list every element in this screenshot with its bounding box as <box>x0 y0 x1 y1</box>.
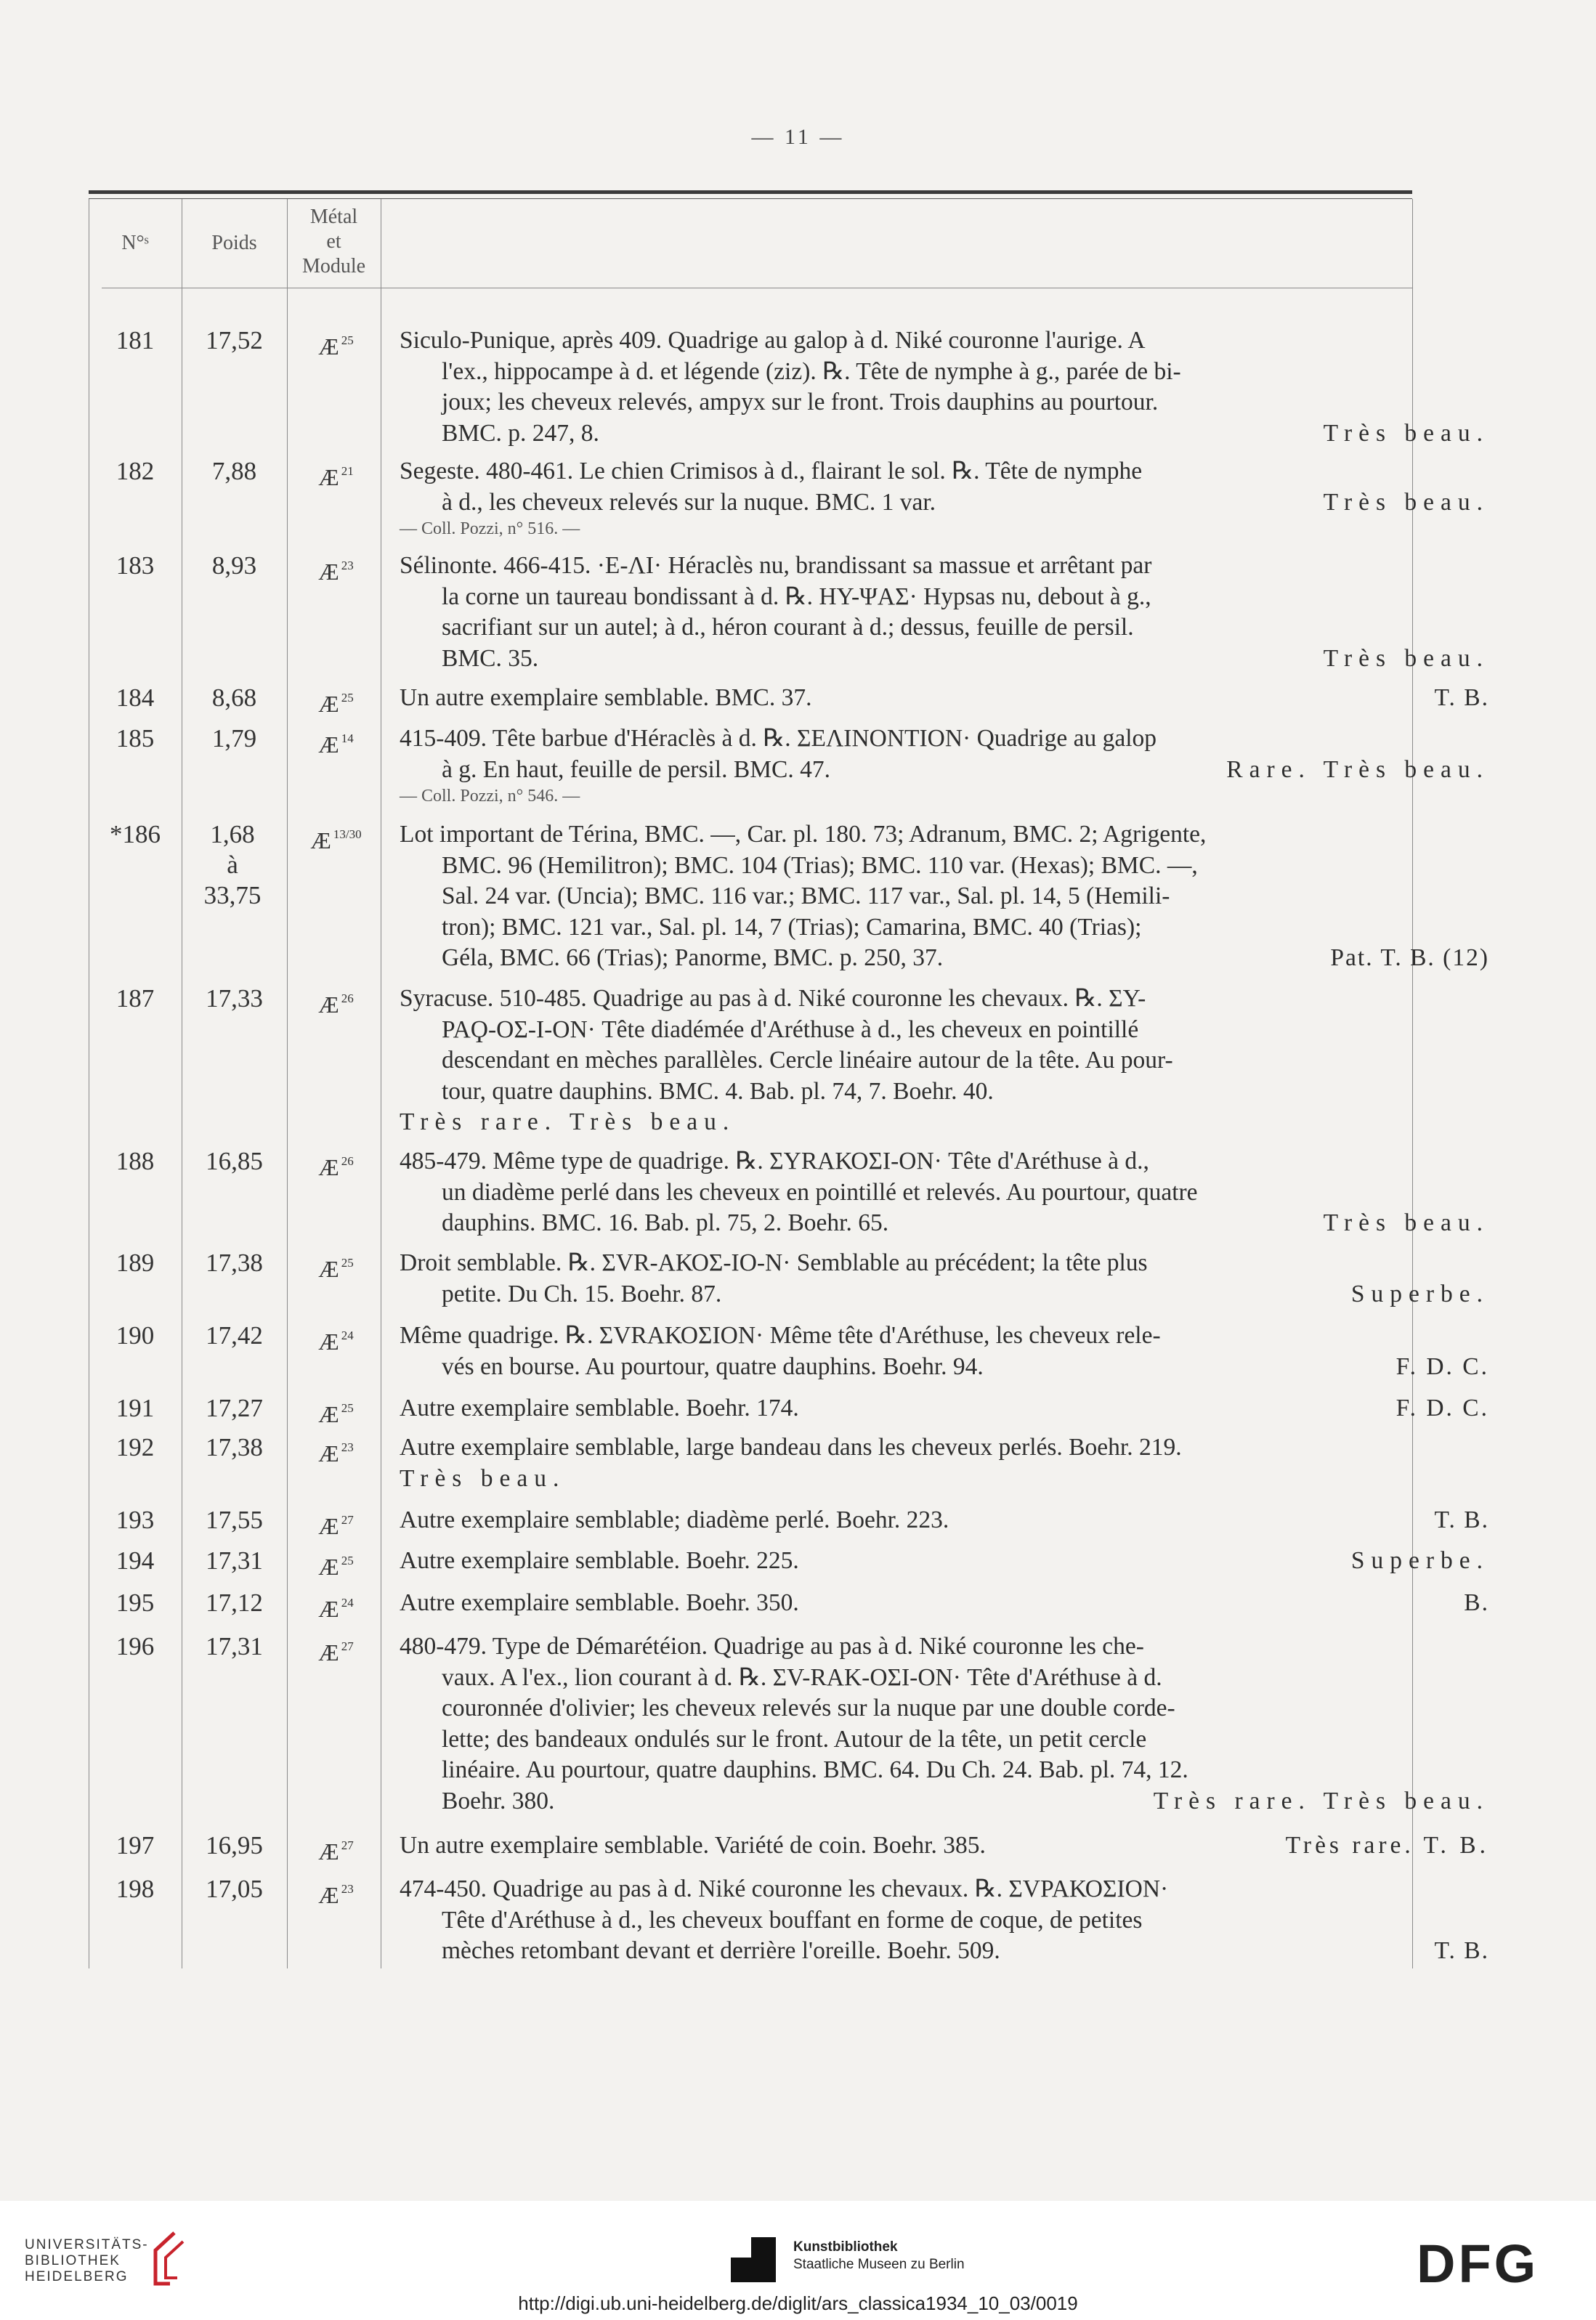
desc-line: 415-409. Tête barbue d'Héraclès à d. ℞. ΣΕΛΙΝΟΝΤΙΟΝ· Quadrige au galop <box>400 725 1157 752</box>
desc-line: Syracuse. 510-485. Quadrige au pas à d. Niké couronne les chevaux. ℞. ΣΥ- <box>400 985 1146 1012</box>
lot-grade: Très beau. <box>1323 488 1489 516</box>
university-library-label <box>25 2237 149 2285</box>
lot-number: 195 <box>116 1589 155 1617</box>
lot-metal <box>287 683 385 719</box>
desc-line: Autre exemplaire semblable. Boehr. 350. <box>400 1589 799 1616</box>
lot-metal <box>287 456 385 492</box>
page-number: — 11 — <box>751 125 845 149</box>
lot-grade: Très beau. <box>1323 1209 1489 1236</box>
source-url[interactable]: http://digi.ub.uni-heidelberg.de/diglit/ars_classica1934_10_03/0019 <box>518 2292 1078 2314</box>
lot-weight: 17,31 <box>206 1632 263 1660</box>
lot-metal <box>287 1393 385 1429</box>
lot-description <box>400 819 1489 974</box>
desc-line: Autre exemplaire semblable; diadème perlé. Boehr. 223. <box>400 1506 949 1533</box>
lot-description <box>400 683 1489 714</box>
desc-line: vés en bourse. Au pourtour, quatre dauphins. Boehr. 94. <box>442 1352 984 1380</box>
lot-metal <box>287 1248 385 1284</box>
lot-description <box>400 983 1489 1138</box>
metal-sign: Æ <box>318 1440 339 1467</box>
lot-weight: 17,12 <box>206 1589 263 1617</box>
lot-number: 198 <box>116 1875 155 1903</box>
lot-metal <box>287 551 385 587</box>
header-metal-line: Métal <box>309 206 358 228</box>
lot-grade: Très rare. Très beau. <box>1153 1787 1489 1814</box>
dfg-logo: DFG <box>1417 2234 1539 2294</box>
lot-grade: Très beau. <box>400 1464 566 1492</box>
university-line: UNIVERSITÄTS- <box>25 2237 149 2252</box>
desc-line: Un autre exemplaire semblable. BMC. 37. <box>400 684 812 711</box>
lot-grade: Très rare. T. B. <box>1285 1832 1489 1859</box>
desc-line: Sélinonte. 466-415. ·E-ΛI· Héraclès nu, brandissant sa massue et arrêtant par <box>400 552 1152 579</box>
desc-line: Droit semblable. ℞. ΣVR-ΑΚΟΣ-ΙΟ-Ν· Semblable au précédent; la tête plus <box>400 1249 1148 1276</box>
lot-description <box>400 1432 1489 1494</box>
kunstbibliothek-label <box>793 2239 965 2274</box>
lot-description <box>400 1505 1489 1536</box>
lot-number: 184 <box>116 684 155 712</box>
metal-sign: Æ <box>318 691 339 717</box>
desc-line: tron); BMC. 121 var., Sal. pl. 14, 7 (Trias); Camarina, BMC. 40 (Trias); <box>442 913 1142 941</box>
lot-metal <box>287 1588 385 1624</box>
lot-description <box>400 1631 1489 1817</box>
module-size: 25 <box>341 333 354 347</box>
lot-grade: Superbe. <box>1350 1280 1489 1307</box>
lot-weight: 17,52 <box>206 326 263 354</box>
desc-line: 480-479. Type de Démarétéion. Quadrige au pas à d. Niké couronne les che- <box>400 1633 1144 1660</box>
module-size: 27 <box>341 1513 354 1527</box>
lot-weight: 17,27 <box>206 1394 263 1422</box>
module-size: 26 <box>341 991 354 1005</box>
lot-metal <box>287 1631 385 1668</box>
kunstbibliothek-logo-icon <box>731 2237 776 2282</box>
lot-metal <box>287 1874 385 1910</box>
lot-description <box>400 723 1489 807</box>
desc-line: linéaire. Au pourtour, quatre dauphins. BMC. 64. Du Ch. 24. Bab. pl. 74, 12. <box>442 1756 1188 1783</box>
university-logo-icon <box>145 2230 193 2288</box>
lot-grade: T. B. <box>1434 1937 1489 1964</box>
lot-metal <box>287 1321 385 1357</box>
lot-weight: 8,93 <box>211 551 257 580</box>
lot-number: 185 <box>116 724 155 753</box>
desc-line: Segeste. 480-461. Le chien Crimisos à d., flairant le sol. ℞. Tête de nymphe <box>400 458 1143 484</box>
desc-line: Lot important de Térina, BMC. —, Car. pl. 180. 73; Adranum, BMC. 2; Agrigente, <box>400 821 1207 848</box>
metal-sign: Æ <box>318 1513 339 1539</box>
metal-sign: Æ <box>318 991 339 1018</box>
lot-number: 193 <box>116 1506 155 1534</box>
metal-sign: Æ <box>318 333 339 360</box>
metal-sign: Æ <box>318 1639 339 1666</box>
header-poids: Poids <box>211 232 257 254</box>
lot-metal <box>287 723 385 760</box>
desc-line: mèches retombant devant et derrière l'oreille. Boehr. 509. <box>442 1937 1000 1964</box>
metal-sign: Æ <box>318 1838 339 1865</box>
university-line: BIBLIOTHEK <box>25 2253 121 2268</box>
desc-line: Autre exemplaire semblable. Boehr. 174. <box>400 1395 799 1421</box>
top-rule <box>89 190 1412 199</box>
module-size: 25 <box>341 1256 354 1270</box>
lot-weight: 7,88 <box>211 457 257 485</box>
university-line: HEIDELBERG <box>25 2269 129 2284</box>
lot-description <box>400 456 1489 540</box>
lot-weight: 1,79 <box>211 724 257 753</box>
desc-line: Un autre exemplaire semblable. Variété de coin. Boehr. 385. <box>400 1832 986 1859</box>
desc-line: Même quadrige. ℞. ΣVRΑΚΟΣΙΟΝ· Même tête d'Aréthuse, les cheveux rele- <box>400 1322 1161 1349</box>
module-size: 25 <box>341 1554 354 1567</box>
module-size: 21 <box>341 464 354 478</box>
lot-number: 192 <box>116 1433 155 1461</box>
desc-line: descendant en mèches parallèles. Cercle linéaire autour de la tête. Au pour- <box>442 1047 1173 1074</box>
module-size: 24 <box>341 1596 354 1610</box>
metal-sign: Æ <box>318 464 339 490</box>
lot-grade: F. D. C. <box>1396 1395 1489 1421</box>
lot-description <box>400 1546 1489 1577</box>
desc-line: petite. Du Ch. 15. Boehr. 87. <box>442 1280 722 1307</box>
lot-metal <box>287 1830 385 1867</box>
lot-number: 183 <box>116 551 155 580</box>
lot-grade: T. B. <box>1434 1506 1489 1533</box>
lot-grade: Pat. T. B. (12) <box>1330 944 1489 971</box>
lot-grade: F. D. C. <box>1396 1352 1489 1380</box>
desc-line: Géla, BMC. 66 (Trias); Panorme, BMC. p. 250, 37. <box>442 944 944 971</box>
module-size: 13/30 <box>333 827 362 841</box>
lot-number: 187 <box>116 984 155 1013</box>
metal-sign: Æ <box>318 1154 339 1180</box>
header-nos: N°ˢ <box>121 232 149 254</box>
lot-number: 189 <box>116 1249 155 1277</box>
lot-number: 188 <box>116 1147 155 1175</box>
lot-number: 182 <box>116 457 155 485</box>
lot-number: 194 <box>116 1546 155 1575</box>
lot-weight: 17,42 <box>206 1321 263 1350</box>
header-metal-line: et <box>326 230 341 253</box>
module-size: 23 <box>341 559 354 572</box>
lot-weight: 17,33 <box>206 984 263 1013</box>
desc-line: sacrifiant sur un autel; à d., héron courant à d.; dessus, feuille de persil. <box>442 614 1134 641</box>
module-size: 23 <box>341 1440 354 1454</box>
desc-line: joux; les cheveux relevés, ampyx sur le front. Trois dauphins au pourtour. <box>442 389 1159 415</box>
desc-line: BMC. 35. <box>442 644 539 672</box>
collection-note: — Coll. Pozzi, n° 546. — <box>400 787 580 806</box>
metal-sign: Æ <box>318 1401 339 1427</box>
metal-sign: Æ <box>318 1256 339 1282</box>
kb-title: Kunstbibliothek <box>793 2239 898 2255</box>
lot-weight: 17,55 <box>206 1506 263 1534</box>
module-size: 24 <box>341 1329 354 1342</box>
lot-description <box>400 551 1489 674</box>
desc-line: BMC. 96 (Hemilitron); BMC. 104 (Trias); BMC. 110 var. (Hexas); BMC. —, <box>442 851 1198 879</box>
lot-weight: 16,85 <box>206 1147 263 1175</box>
desc-line: Tête d'Aréthuse à d., les cheveux bouffant en forme de coque, de petites <box>442 1906 1143 1934</box>
kb-subtitle: Staatliche Museen zu Berlin <box>793 2257 965 2272</box>
module-size: 23 <box>341 1882 354 1896</box>
metal-sign: Æ <box>310 827 331 853</box>
lot-grade: Superbe. <box>1350 1547 1489 1574</box>
lot-description <box>400 1146 1489 1239</box>
digitization-footer <box>0 2201 1596 2320</box>
lot-number: 196 <box>116 1632 155 1660</box>
lot-weight: 8,68 <box>211 684 257 712</box>
lot-metal <box>287 819 385 856</box>
lot-grade: Rare. Très beau. <box>1226 755 1489 783</box>
desc-line: ΡΑϘ-ΟΣ-Ι-ΟΝ· Tête diadémée d'Aréthuse à d., les cheveux en pointillé <box>442 1015 1139 1043</box>
desc-line: Autre exemplaire semblable, large bandeau dans les cheveux perlés. Boehr. 219. <box>400 1434 1182 1461</box>
metal-sign: Æ <box>318 559 339 585</box>
lot-weight: 1,68 à 33,75 <box>203 820 262 909</box>
desc-line: l'ex., hippocampe à d. et légende (ziz). ℞. Tête de nymphe à g., parée de bi- <box>442 357 1181 385</box>
header-metal-line: Module <box>301 255 366 277</box>
lot-weight: 17,31 <box>206 1546 263 1575</box>
metal-sign: Æ <box>318 1882 339 1908</box>
lot-number: 181 <box>116 326 155 354</box>
lot-grade: Très beau. <box>1323 644 1489 672</box>
metal-sign: Æ <box>318 1596 339 1622</box>
lot-metal <box>287 1146 385 1183</box>
desc-line: à g. En haut, feuille de persil. BMC. 47. <box>442 755 830 783</box>
lot-metal <box>287 983 385 1020</box>
collection-note: — Coll. Pozzi, n° 516. — <box>400 519 580 538</box>
module-size: 26 <box>341 1154 354 1168</box>
module-size: 14 <box>341 731 354 745</box>
lot-grade: Très beau. <box>1323 419 1489 447</box>
desc-line: 474-450. Quadrige au pas à d. Niké couronne les chevaux. ℞. ΣVΡΑΚΟΣΙΟΝ· <box>400 1875 1169 1902</box>
lot-weight: 17,38 <box>206 1433 263 1461</box>
module-size: 25 <box>341 1401 354 1415</box>
desc-line: Autre exemplaire semblable. Boehr. 225. <box>400 1547 799 1574</box>
metal-sign: Æ <box>318 1329 339 1355</box>
desc-line: Siculo-Punique, après 409. Quadrige au galop à d. Niké couronne l'aurige. A <box>400 327 1146 354</box>
header-metal <box>287 205 381 279</box>
desc-line: un diadème perlé dans les cheveux en pointillé et relevés. Au pourtour, quatre <box>442 1178 1198 1206</box>
lot-grade: T. B. <box>1434 684 1489 711</box>
lot-description <box>400 1588 1489 1619</box>
lot-grade: Très rare. Très beau. <box>400 1108 736 1135</box>
desc-line: 485-479. Même type de quadrige. ℞. ΣΥRΑΚΟΣΙ-ΟΝ· Tête d'Aréthuse à d., <box>400 1148 1149 1175</box>
lot-weight: 16,95 <box>206 1831 263 1859</box>
lot-number: 190 <box>116 1321 155 1350</box>
desc-line: couronnée d'olivier; les cheveux relevés sur la nuque par une double corde- <box>442 1695 1175 1721</box>
module-size: 27 <box>341 1639 354 1653</box>
lot-description <box>400 1874 1489 1967</box>
lot-number: *186 <box>110 820 161 848</box>
lot-number: 197 <box>116 1831 155 1859</box>
lot-metal <box>287 1432 385 1469</box>
lot-description <box>400 1321 1489 1382</box>
lot-description <box>400 1248 1489 1310</box>
lot-metal <box>287 325 385 362</box>
module-size: 25 <box>341 691 354 705</box>
lot-weight: 17,38 <box>206 1249 263 1277</box>
lot-number: 191 <box>116 1394 155 1422</box>
desc-line: Boehr. 380. <box>442 1787 555 1814</box>
lot-metal <box>287 1505 385 1541</box>
desc-line: Sal. 24 var. (Uncia); BMC. 116 var.; BMC. 117 var., Sal. pl. 14, 5 (Hemili- <box>442 883 1170 909</box>
desc-line: vaux. A l'ex., lion courant à d. ℞. ΣV-RΑΚ-ΟΣΙ-ΟΝ· Tête d'Aréthuse à d. <box>442 1663 1162 1691</box>
desc-line: BMC. p. 247, 8. <box>442 419 599 447</box>
lot-grade: B. <box>1464 1589 1489 1616</box>
desc-line: la corne un taureau bondissant à d. ℞. HY-ΨΑΣ· Hypsas nu, debout à g., <box>442 583 1151 610</box>
lot-description <box>400 1830 1489 1862</box>
desc-line: dauphins. BMC. 16. Bab. pl. 75, 2. Boehr. 65. <box>442 1209 889 1236</box>
lot-description <box>400 1393 1489 1424</box>
desc-line: à d., les cheveux relevés sur la nuque. BMC. 1 var. <box>442 488 936 516</box>
desc-line: tour, quatre dauphins. BMC. 4. Bab. pl. 74, 7. Boehr. 40. <box>442 1077 994 1105</box>
metal-sign: Æ <box>318 1554 339 1580</box>
lot-weight: 17,05 <box>206 1875 263 1903</box>
lot-description <box>400 325 1489 449</box>
lot-metal <box>287 1546 385 1582</box>
desc-line: lette; des bandeaux ondulés sur le front. Autour de la tête, un petit cercle <box>442 1725 1147 1753</box>
metal-sign: Æ <box>318 731 339 758</box>
module-size: 27 <box>341 1838 354 1852</box>
